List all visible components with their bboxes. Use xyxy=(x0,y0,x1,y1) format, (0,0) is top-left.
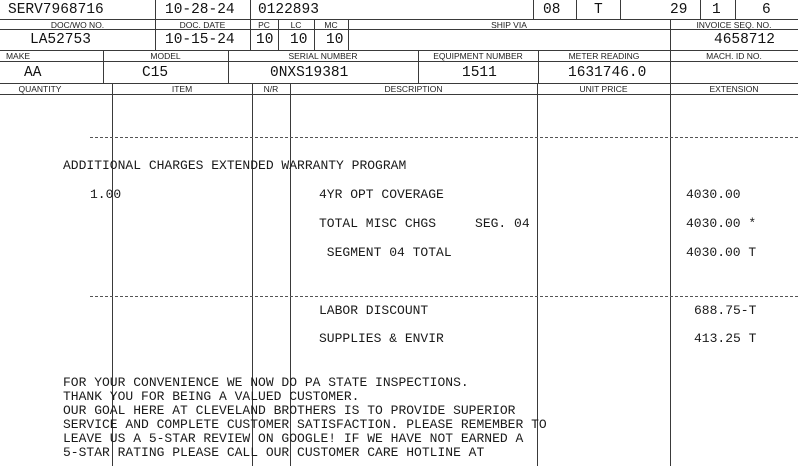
rule-v xyxy=(700,0,701,19)
label-serial-number: SERIAL NUMBER xyxy=(288,51,358,61)
note-line: OUR GOAL HERE AT CLEVELAND BROTHERS IS TO PROVIDE SUPERIOR xyxy=(63,403,516,418)
code-field-2: T xyxy=(594,2,603,18)
label-doc-wo: DOC/WO NO. xyxy=(50,20,105,30)
equipment-number-value: 1511 xyxy=(462,65,497,81)
make-value: AA xyxy=(24,65,42,81)
label-invoice-seq: INVOICE SEQ. NO. xyxy=(696,20,772,30)
label-meter-reading: METER READING xyxy=(568,51,640,61)
label-model: MODEL xyxy=(150,51,181,61)
rule-row3-mid xyxy=(0,61,798,62)
labor-discount-amount: 688.75-T xyxy=(694,303,757,318)
rule-v xyxy=(576,0,577,19)
note-line: 5-STAR RATING PLEASE CALL OUR CUSTOMER CARE HOTLINE AT xyxy=(63,445,485,460)
label-ship-via: SHIP VIA xyxy=(491,20,527,30)
section-title: ADDITIONAL CHARGES EXTENDED WARRANTY PROGRAM xyxy=(63,158,407,173)
line-description: TOTAL MISC CHGS SEG. 04 xyxy=(319,216,530,231)
work-order-number: SERV7968716 xyxy=(8,2,104,18)
invoice-seq-number: 4658712 xyxy=(714,32,775,48)
serial-number-value: 0NXS19381 xyxy=(270,65,349,81)
note-line: THANK YOU FOR BEING A VALUED CUSTOMER. xyxy=(63,389,360,404)
line-description: SEGMENT 04 TOTAL xyxy=(319,245,452,260)
supplies-envir-amount: 413.25 T xyxy=(694,331,757,346)
supplies-envir-description: SUPPLIES & ENVIR xyxy=(319,331,444,346)
rule-columns-bottom xyxy=(0,94,798,95)
line-extension: 4030.00 xyxy=(686,187,741,202)
rule-v xyxy=(250,0,251,19)
label-doc-date: DOC. DATE xyxy=(179,20,226,30)
column-header-quantity: QUANTITY xyxy=(18,84,62,94)
column-header-description: DESCRIPTION xyxy=(384,84,443,94)
code-field-1: 08 xyxy=(543,2,561,18)
column-header-nr: N/R xyxy=(263,84,279,94)
dashed-separator xyxy=(90,296,798,297)
lc-value: 10 xyxy=(290,32,308,48)
rule-v xyxy=(735,0,736,19)
line-extension: 4030.00 T xyxy=(686,245,757,260)
column-header-extension: EXTENSION xyxy=(709,84,759,94)
label-make: MAKE xyxy=(5,51,31,61)
code-field-3: 29 xyxy=(670,2,688,18)
invoice-date: 10-28-24 xyxy=(165,2,235,18)
column-header-unit-price: UNIT PRICE xyxy=(579,84,628,94)
mc-value: 10 xyxy=(326,32,344,48)
rule-v xyxy=(533,0,534,19)
column-header-item: ITEM xyxy=(171,84,193,94)
meter-reading-value: 1631746.0 xyxy=(568,65,647,81)
doc-wo-number: LA52753 xyxy=(30,32,91,48)
doc-date-value: 10-15-24 xyxy=(165,32,235,48)
pc-value: 10 xyxy=(256,32,274,48)
line-quantity: 1.00 xyxy=(90,187,122,202)
rule-col-unit-price xyxy=(670,83,671,466)
model-value: C15 xyxy=(142,65,169,81)
dashed-separator xyxy=(90,137,798,138)
rule-v xyxy=(620,0,621,19)
note-line: LEAVE US A 5-STAR REVIEW ON GOOGLE! IF WE HAVE NOT EARNED A xyxy=(63,431,524,446)
labor-discount-description: LABOR DISCOUNT xyxy=(319,303,429,318)
label-equipment-number: EQUIPMENT NUMBER xyxy=(433,51,523,61)
page-number: 1 xyxy=(712,2,721,18)
page-total: 6 xyxy=(762,2,771,18)
label-mach-id: MACH. ID NO. xyxy=(706,51,762,61)
line-description: 4YR OPT COVERAGE xyxy=(319,187,444,202)
rule-col-description xyxy=(537,83,538,466)
line-extension: 4030.00 * xyxy=(686,216,757,231)
note-line: FOR YOUR CONVENIENCE WE NOW DO PA STATE INSPECTIONS. xyxy=(63,375,469,390)
label-lc: LC xyxy=(290,20,302,30)
label-pc: PC xyxy=(258,20,270,30)
reference-number: 0122893 xyxy=(258,2,319,18)
rule-v xyxy=(155,0,156,19)
label-mc: MC xyxy=(324,20,338,30)
note-line: SERVICE AND COMPLETE CUSTOMER SATISFACTION. PLEASE REMEMBER TO xyxy=(63,417,547,432)
